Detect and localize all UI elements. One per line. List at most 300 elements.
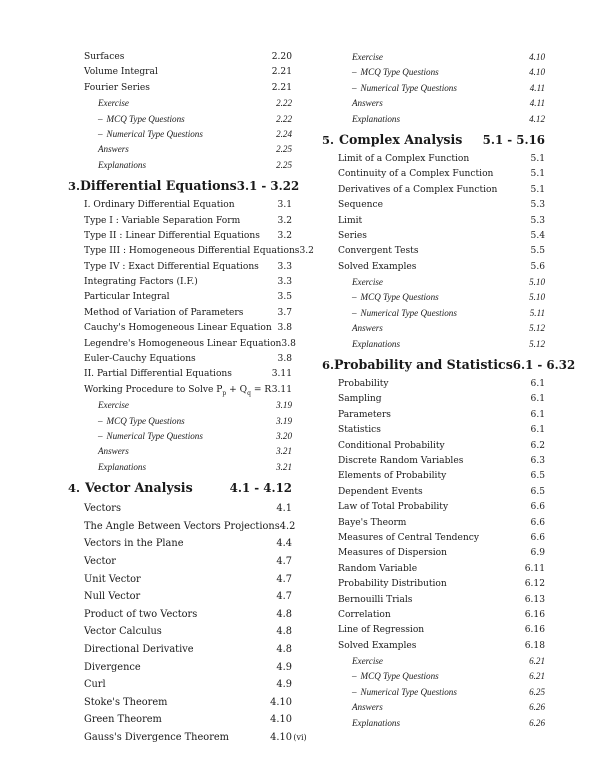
- toc-entry-label: [84, 81, 150, 96]
- toc-page-number: 6.16: [524, 609, 545, 620]
- toc-entry-label: [84, 535, 184, 553]
- entry-text: Legendre's Homogeneous Linear Equation: [84, 338, 282, 349]
- toc-page-number: 6.26: [529, 702, 545, 713]
- toc-entry[interactable]: [322, 546, 545, 561]
- toc-entry[interactable]: [68, 367, 292, 382]
- toc-page-number: 5.12: [529, 338, 545, 349]
- toc-entry[interactable]: [68, 229, 292, 244]
- toc-entry[interactable]: [68, 321, 292, 336]
- entry-text: Answers: [352, 323, 383, 334]
- toc-entry-label: [84, 659, 141, 677]
- toc-entry-label: [352, 290, 439, 305]
- toc-entry[interactable]: [68, 50, 292, 65]
- toc-entry-label: [84, 198, 235, 213]
- entry-text: II. Partial Differential Equations: [84, 369, 232, 380]
- toc-page-number: 3.2: [277, 215, 292, 226]
- chapter-title: Complex Analysis: [339, 131, 463, 147]
- toc-entry[interactable]: [68, 694, 292, 712]
- toc-entry-label: [338, 408, 391, 423]
- toc-page-number: 4.10: [529, 67, 545, 78]
- toc-entry-label: [84, 606, 197, 624]
- entry-text: Sampling: [338, 394, 382, 405]
- toc-entry[interactable]: [322, 700, 545, 715]
- toc-page-number: 4.8: [276, 626, 292, 638]
- toc-entry[interactable]: [322, 183, 545, 198]
- toc-page-number: 3.21: [276, 461, 292, 472]
- toc-entry[interactable]: [322, 716, 545, 731]
- toc-entry-label: [352, 654, 383, 669]
- toc-entry[interactable]: [68, 535, 292, 553]
- entry-text: Baye's Theorm: [338, 517, 407, 528]
- toc-entry-label: [338, 454, 463, 469]
- toc-entry[interactable]: [322, 669, 545, 684]
- toc-entry[interactable]: [68, 65, 292, 80]
- toc-entry[interactable]: [68, 352, 292, 367]
- toc-entry[interactable]: [322, 81, 545, 96]
- toc-entry[interactable]: [68, 112, 292, 127]
- toc-entry[interactable]: [68, 337, 296, 352]
- toc-page-number: 6.18: [524, 640, 545, 651]
- toc-entry[interactable]: [322, 562, 545, 577]
- toc-page-number: 6.21: [529, 656, 545, 667]
- dash-bullet: –: [98, 430, 103, 441]
- toc-page-number: 6.9: [530, 548, 545, 559]
- entry-text: Continuity of a Complex Function: [338, 169, 494, 180]
- toc-page-number: 6.2: [530, 440, 545, 451]
- toc-entry[interactable]: [322, 50, 545, 65]
- chapter-heading[interactable]: [322, 352, 576, 377]
- entry-text: Solved Examples: [338, 640, 417, 651]
- entry-text: Curl: [84, 679, 106, 691]
- entry-text: Type III : Homogeneous Differential Equations: [84, 246, 300, 257]
- toc-entry[interactable]: [68, 553, 292, 571]
- dash-bullet: –: [352, 67, 357, 78]
- toc-page-number: 5.1: [530, 169, 545, 180]
- toc-entry-label: [84, 711, 162, 729]
- entry-text: Stoke's Theorem: [84, 696, 168, 708]
- toc-page-number: 4.1: [276, 503, 292, 515]
- toc-page-number: 3.8: [277, 354, 292, 365]
- entry-text: Vector: [84, 555, 116, 567]
- toc-entry[interactable]: [322, 260, 545, 275]
- toc-entry-label: [338, 577, 447, 592]
- entry-text: MCQ Type Questions: [360, 292, 439, 303]
- toc-entry-label: [84, 244, 299, 259]
- chapter-heading[interactable]: [322, 127, 545, 152]
- toc-entry[interactable]: [68, 518, 296, 536]
- toc-entry[interactable]: [68, 96, 292, 111]
- toc-page-number: 2.25: [276, 159, 292, 170]
- toc-entry-label: [352, 669, 439, 684]
- entry-text: Numerical Type Questions: [360, 307, 457, 318]
- toc-entry[interactable]: [322, 275, 545, 290]
- chapter-page-range: 4.1 - 4.12: [229, 481, 292, 496]
- toc-entry-label: [84, 694, 167, 712]
- chapter-number: 4.: [68, 481, 81, 496]
- toc-page-number: 3.19: [276, 400, 292, 411]
- entry-text: Vectors in the Plane: [84, 538, 184, 550]
- toc-page-number: 4.4: [276, 538, 292, 550]
- toc-page-number: 4.10: [270, 714, 292, 726]
- toc-entry[interactable]: [68, 383, 292, 398]
- toc-entry[interactable]: [322, 408, 545, 423]
- entry-text: Measures of Central Tendency: [338, 532, 479, 543]
- entry-text: Exercise: [352, 52, 383, 62]
- toc-page-number: 6.6: [530, 502, 545, 513]
- entry-text: Particular Integral: [84, 292, 170, 303]
- entry-text: Explanations: [98, 461, 146, 472]
- toc-page-number: 6.26: [529, 717, 545, 728]
- toc-entry-label: [338, 608, 391, 623]
- entry-text: Series: [338, 230, 367, 241]
- toc-entry-label: [352, 65, 439, 80]
- toc-page-number: 6.6: [530, 517, 545, 528]
- toc-entry-label: [84, 337, 281, 352]
- toc-entry-label: [352, 112, 400, 127]
- toc-entry-label: [338, 546, 447, 561]
- toc-page-number: 6.21: [529, 671, 545, 682]
- toc-page-number: 6.16: [524, 625, 545, 636]
- toc-entry-label: [352, 50, 383, 65]
- toc-entry[interactable]: [322, 685, 545, 700]
- toc-entry-label: [352, 96, 383, 111]
- entry-text: Statistics: [338, 425, 381, 436]
- entry-text: Answers: [352, 702, 383, 713]
- entry-text: Null Vector: [84, 591, 141, 603]
- toc-entry[interactable]: [68, 260, 292, 275]
- toc-page-number: 5.1: [530, 184, 545, 195]
- toc-entry[interactable]: [68, 429, 292, 444]
- toc-page-number: 6.3: [530, 455, 545, 466]
- toc-entry[interactable]: [322, 593, 545, 608]
- toc-entry-label: [98, 142, 129, 157]
- toc-entry[interactable]: [322, 306, 545, 321]
- chapter-title: Differential Equations: [80, 178, 237, 194]
- entry-text: Exercise: [98, 400, 129, 411]
- toc-page-number: 5.5: [530, 246, 545, 257]
- entry-text: Type II : Linear Differential Equations: [84, 230, 260, 241]
- entry-text: Numerical Type Questions: [106, 430, 203, 441]
- entry-text: Probability Distribution: [338, 579, 447, 590]
- toc-page-number: 4.7: [276, 591, 292, 603]
- toc-entry-label: [338, 229, 367, 244]
- toc-entry-label: [338, 485, 423, 500]
- toc-page-number: 3.21: [276, 446, 292, 457]
- entry-text: Discrete Random Variables: [338, 455, 464, 466]
- toc-entry-label: [84, 588, 140, 606]
- entry-text: Line of Regression: [338, 625, 425, 636]
- chapter-heading[interactable]: [68, 173, 300, 198]
- dash-bullet: –: [98, 128, 103, 139]
- toc-entry[interactable]: [322, 229, 545, 244]
- toc-entry-label: [84, 623, 162, 641]
- toc-entry[interactable]: [322, 423, 545, 438]
- toc-page-number: 4.10: [270, 696, 292, 708]
- toc-page-number: 2.20: [271, 52, 292, 62]
- toc-page-number: 6.1: [530, 379, 545, 390]
- toc-entry[interactable]: [322, 392, 545, 407]
- toc-entry-label: [352, 321, 383, 336]
- toc-page-number: 2.22: [276, 98, 292, 109]
- toc-entry-label: [352, 700, 383, 715]
- toc-entry-label: [84, 676, 106, 694]
- toc-entry[interactable]: [68, 198, 292, 213]
- entry-text: Product of two Vectors: [84, 608, 198, 620]
- toc-entry-label: [338, 377, 389, 392]
- toc-page-number: 3.8: [281, 338, 296, 349]
- toc-page-number: 4.9: [276, 679, 292, 691]
- toc-entry[interactable]: [68, 306, 292, 321]
- toc-entry-label: [84, 641, 194, 659]
- toc-entry[interactable]: [68, 500, 292, 518]
- toc-entry-label: [84, 571, 141, 589]
- toc-page-number: 2.25: [276, 144, 292, 155]
- toc-entry[interactable]: [322, 337, 545, 352]
- toc-entry-label: [98, 127, 203, 142]
- entry-text: Solved Examples: [338, 261, 417, 272]
- toc-page-number: 3.20: [276, 430, 292, 441]
- toc-entry[interactable]: [322, 112, 545, 127]
- entry-text: Surfaces: [84, 52, 125, 62]
- toc-entry[interactable]: [322, 516, 545, 531]
- chapter-heading[interactable]: [68, 475, 292, 500]
- toc-entry[interactable]: [322, 167, 545, 182]
- toc-entry-label: [84, 275, 198, 290]
- entry-text: Dependent Events: [338, 486, 423, 497]
- toc-entry[interactable]: [68, 623, 292, 641]
- toc-entry-label: [338, 516, 406, 531]
- toc-entry[interactable]: [322, 639, 545, 654]
- toc-entry[interactable]: [322, 531, 545, 546]
- toc-entry[interactable]: [68, 398, 292, 413]
- toc-page-number: 4.7: [276, 573, 292, 585]
- toc-page-number: 6.25: [529, 686, 545, 697]
- toc-entry[interactable]: [322, 654, 545, 669]
- entry-text: MCQ Type Questions: [106, 113, 185, 124]
- toc-page-number: 6.6: [530, 532, 545, 543]
- toc-page-number: 6.13: [524, 594, 545, 605]
- entry-text: Limit: [338, 215, 363, 226]
- entry-text: Cauchy's Homogeneous Linear Equation: [84, 323, 272, 334]
- toc-entry-label: [338, 167, 493, 182]
- toc-entry-label: [338, 198, 383, 213]
- toc-entry[interactable]: [68, 290, 292, 305]
- entry-text: Correlation: [338, 609, 391, 620]
- entry-text: Explanations: [352, 338, 400, 349]
- toc-entry[interactable]: [322, 577, 545, 592]
- toc-entry[interactable]: [322, 65, 545, 80]
- toc-page-number: 5.10: [529, 292, 545, 303]
- toc-entry[interactable]: [68, 641, 292, 659]
- entry-text: MCQ Type Questions: [360, 671, 439, 682]
- toc-page-number: 6.1: [530, 425, 545, 436]
- chapter-number: 3.: [68, 179, 81, 194]
- toc-entry-label: [338, 392, 382, 407]
- dash-bullet: –: [98, 113, 103, 124]
- entry-text: Integrating Factors (I.F.): [84, 277, 198, 288]
- toc-right-column: [322, 50, 576, 731]
- toc-entry[interactable]: [68, 142, 292, 157]
- toc-entry-label: [338, 183, 497, 198]
- dash-bullet: –: [98, 415, 103, 426]
- toc-entry[interactable]: [68, 81, 292, 96]
- toc-entry-label: [338, 623, 424, 638]
- entry-text: Directional Derivative: [84, 643, 194, 655]
- toc-page-number: 3.3: [277, 261, 292, 272]
- toc-entry[interactable]: [322, 485, 545, 500]
- toc-page-number: 6.1: [530, 394, 545, 405]
- toc-page-number: 2.22: [276, 113, 292, 124]
- chapter-page-range: 5.1 - 5.16: [482, 132, 545, 147]
- toc-page-number: 5.10: [529, 277, 545, 288]
- entry-text: Law of Total Probability: [338, 502, 449, 513]
- toc-entry-label: [352, 716, 400, 731]
- toc-entry-label: [98, 429, 203, 444]
- toc-entry[interactable]: [322, 469, 545, 484]
- toc-entry-label: [338, 439, 445, 454]
- toc-entry-label: [338, 214, 362, 229]
- toc-entry-label: [98, 398, 129, 413]
- dash-bullet: –: [352, 307, 357, 318]
- entry-text: Probability: [338, 379, 389, 390]
- entry-text: Numerical Type Questions: [106, 128, 203, 139]
- entry-text: I. Ordinary Differential Equation: [84, 200, 235, 211]
- toc-entry-label: [84, 229, 260, 244]
- entry-text: MCQ Type Questions: [360, 67, 439, 78]
- entry-text: Answers: [98, 144, 129, 155]
- toc-page-number: 6.11: [524, 563, 545, 574]
- toc-page-number: 4.8: [276, 643, 292, 655]
- toc-entry-label: [338, 562, 417, 577]
- toc-entry[interactable]: [68, 414, 292, 429]
- chapter-page-range: 3.1 - 3.22: [236, 179, 300, 194]
- entry-text: Type IV : Exact Differential Equations: [84, 261, 259, 272]
- toc-page-number: 6.5: [530, 486, 545, 497]
- toc-entry[interactable]: [322, 96, 545, 111]
- toc-entry-label: [338, 500, 448, 515]
- toc-entry-label: [338, 469, 446, 484]
- toc-page-number: 6.5: [530, 471, 545, 482]
- toc-entry[interactable]: [322, 439, 545, 454]
- toc-page-number: 5.3: [530, 215, 545, 226]
- toc-entry-label: [84, 214, 240, 229]
- toc-entry-label: [338, 244, 419, 259]
- toc-entry[interactable]: [322, 377, 545, 392]
- toc-entry[interactable]: [68, 275, 292, 290]
- toc-entry[interactable]: [68, 444, 292, 459]
- toc-entry[interactable]: [68, 214, 292, 229]
- toc-entry[interactable]: [322, 321, 545, 336]
- toc-entry[interactable]: [68, 588, 292, 606]
- toc-entry-label: [352, 275, 383, 290]
- dash-bullet: –: [352, 671, 357, 682]
- entry-text: Measures of Dispersion: [338, 548, 447, 559]
- toc-entry[interactable]: [322, 290, 545, 305]
- entry-text: Vector Calculus: [84, 626, 162, 638]
- toc-entry-label: [338, 639, 416, 654]
- entry-text: Type I : Variable Separation Form: [84, 215, 241, 226]
- toc-entry[interactable]: [68, 659, 292, 677]
- entry-text-mid: + Q: [226, 384, 248, 395]
- toc-page-number: 3.19: [276, 415, 292, 426]
- toc-entry[interactable]: [68, 711, 292, 729]
- toc-entry-label: [352, 337, 400, 352]
- toc-entry[interactable]: [322, 152, 545, 167]
- toc-page-number: 3.11: [271, 384, 292, 395]
- toc-entry[interactable]: [322, 500, 545, 515]
- toc-entry[interactable]: [68, 460, 292, 475]
- toc-entry-label: [352, 81, 457, 96]
- toc-page-number: 5.1: [530, 153, 545, 164]
- entry-text-tail: = R: [250, 384, 272, 395]
- toc-page-number: 4.11: [529, 82, 545, 93]
- entry-text: Convergent Tests: [338, 246, 419, 257]
- toc-entry-label: [352, 685, 457, 700]
- entry-text: Explanations: [352, 113, 400, 124]
- dash-bullet: –: [352, 292, 357, 303]
- toc-entry-label: [98, 158, 146, 173]
- toc-page-number: 4.2: [279, 520, 296, 532]
- toc-entry-label: [338, 593, 412, 608]
- toc-entry-label: [338, 260, 416, 275]
- chapter-title: Vector Analysis: [85, 480, 193, 496]
- entry-text: Exercise: [352, 656, 383, 667]
- toc-entry[interactable]: [68, 127, 292, 142]
- toc-entry-label: [84, 65, 158, 80]
- toc-entry[interactable]: [322, 214, 545, 229]
- toc-page-number: 2.24: [276, 128, 292, 139]
- entry-text: MCQ Type Questions: [106, 415, 185, 426]
- toc-entry[interactable]: [322, 623, 545, 638]
- toc-entry[interactable]: [322, 198, 545, 213]
- toc-entry[interactable]: [68, 244, 314, 259]
- entry-text: Volume Integral: [84, 67, 158, 78]
- toc-entry-label: [84, 518, 280, 536]
- toc-entry[interactable]: [68, 606, 292, 624]
- toc-entry[interactable]: [68, 676, 292, 694]
- toc-page-number: 3.2: [299, 246, 314, 257]
- entry-text: Answers: [98, 446, 129, 457]
- toc-entry[interactable]: [68, 158, 292, 173]
- toc-page-number: 4.10: [529, 52, 545, 62]
- entry-text: Explanations: [352, 717, 400, 728]
- chapter-number: 6.: [322, 358, 335, 373]
- toc-entry[interactable]: [322, 244, 545, 259]
- entry-text: Numerical Type Questions: [360, 686, 457, 697]
- entry-text: Green Theorem: [84, 714, 162, 726]
- toc-entry-label: [338, 423, 381, 438]
- toc-page-number: 3.8: [277, 323, 292, 334]
- toc-page-number: 5.11: [529, 307, 545, 318]
- toc-entry-label: [338, 531, 479, 546]
- toc-entry-label: [98, 414, 185, 429]
- toc-entry-label: [84, 290, 170, 305]
- toc-page-number: 3.7: [277, 307, 292, 318]
- chapter-page-range: 6.1 - 6.32: [512, 358, 576, 373]
- toc-page-number: 6.12: [524, 579, 545, 590]
- toc-entry[interactable]: [322, 608, 545, 623]
- entry-text: Answers: [352, 98, 383, 109]
- toc-page-number: 3.3: [277, 277, 292, 288]
- toc-page-number: 4.11: [529, 98, 545, 109]
- toc-page-number: 5.3: [530, 200, 545, 211]
- toc-entry[interactable]: [322, 454, 545, 469]
- entry-text: Parameters: [338, 409, 391, 420]
- entry-text: Random Variable: [338, 563, 418, 574]
- toc-entry[interactable]: [68, 571, 292, 589]
- entry-text: Elements of Probability: [338, 471, 447, 482]
- entry-text: Numerical Type Questions: [360, 82, 457, 93]
